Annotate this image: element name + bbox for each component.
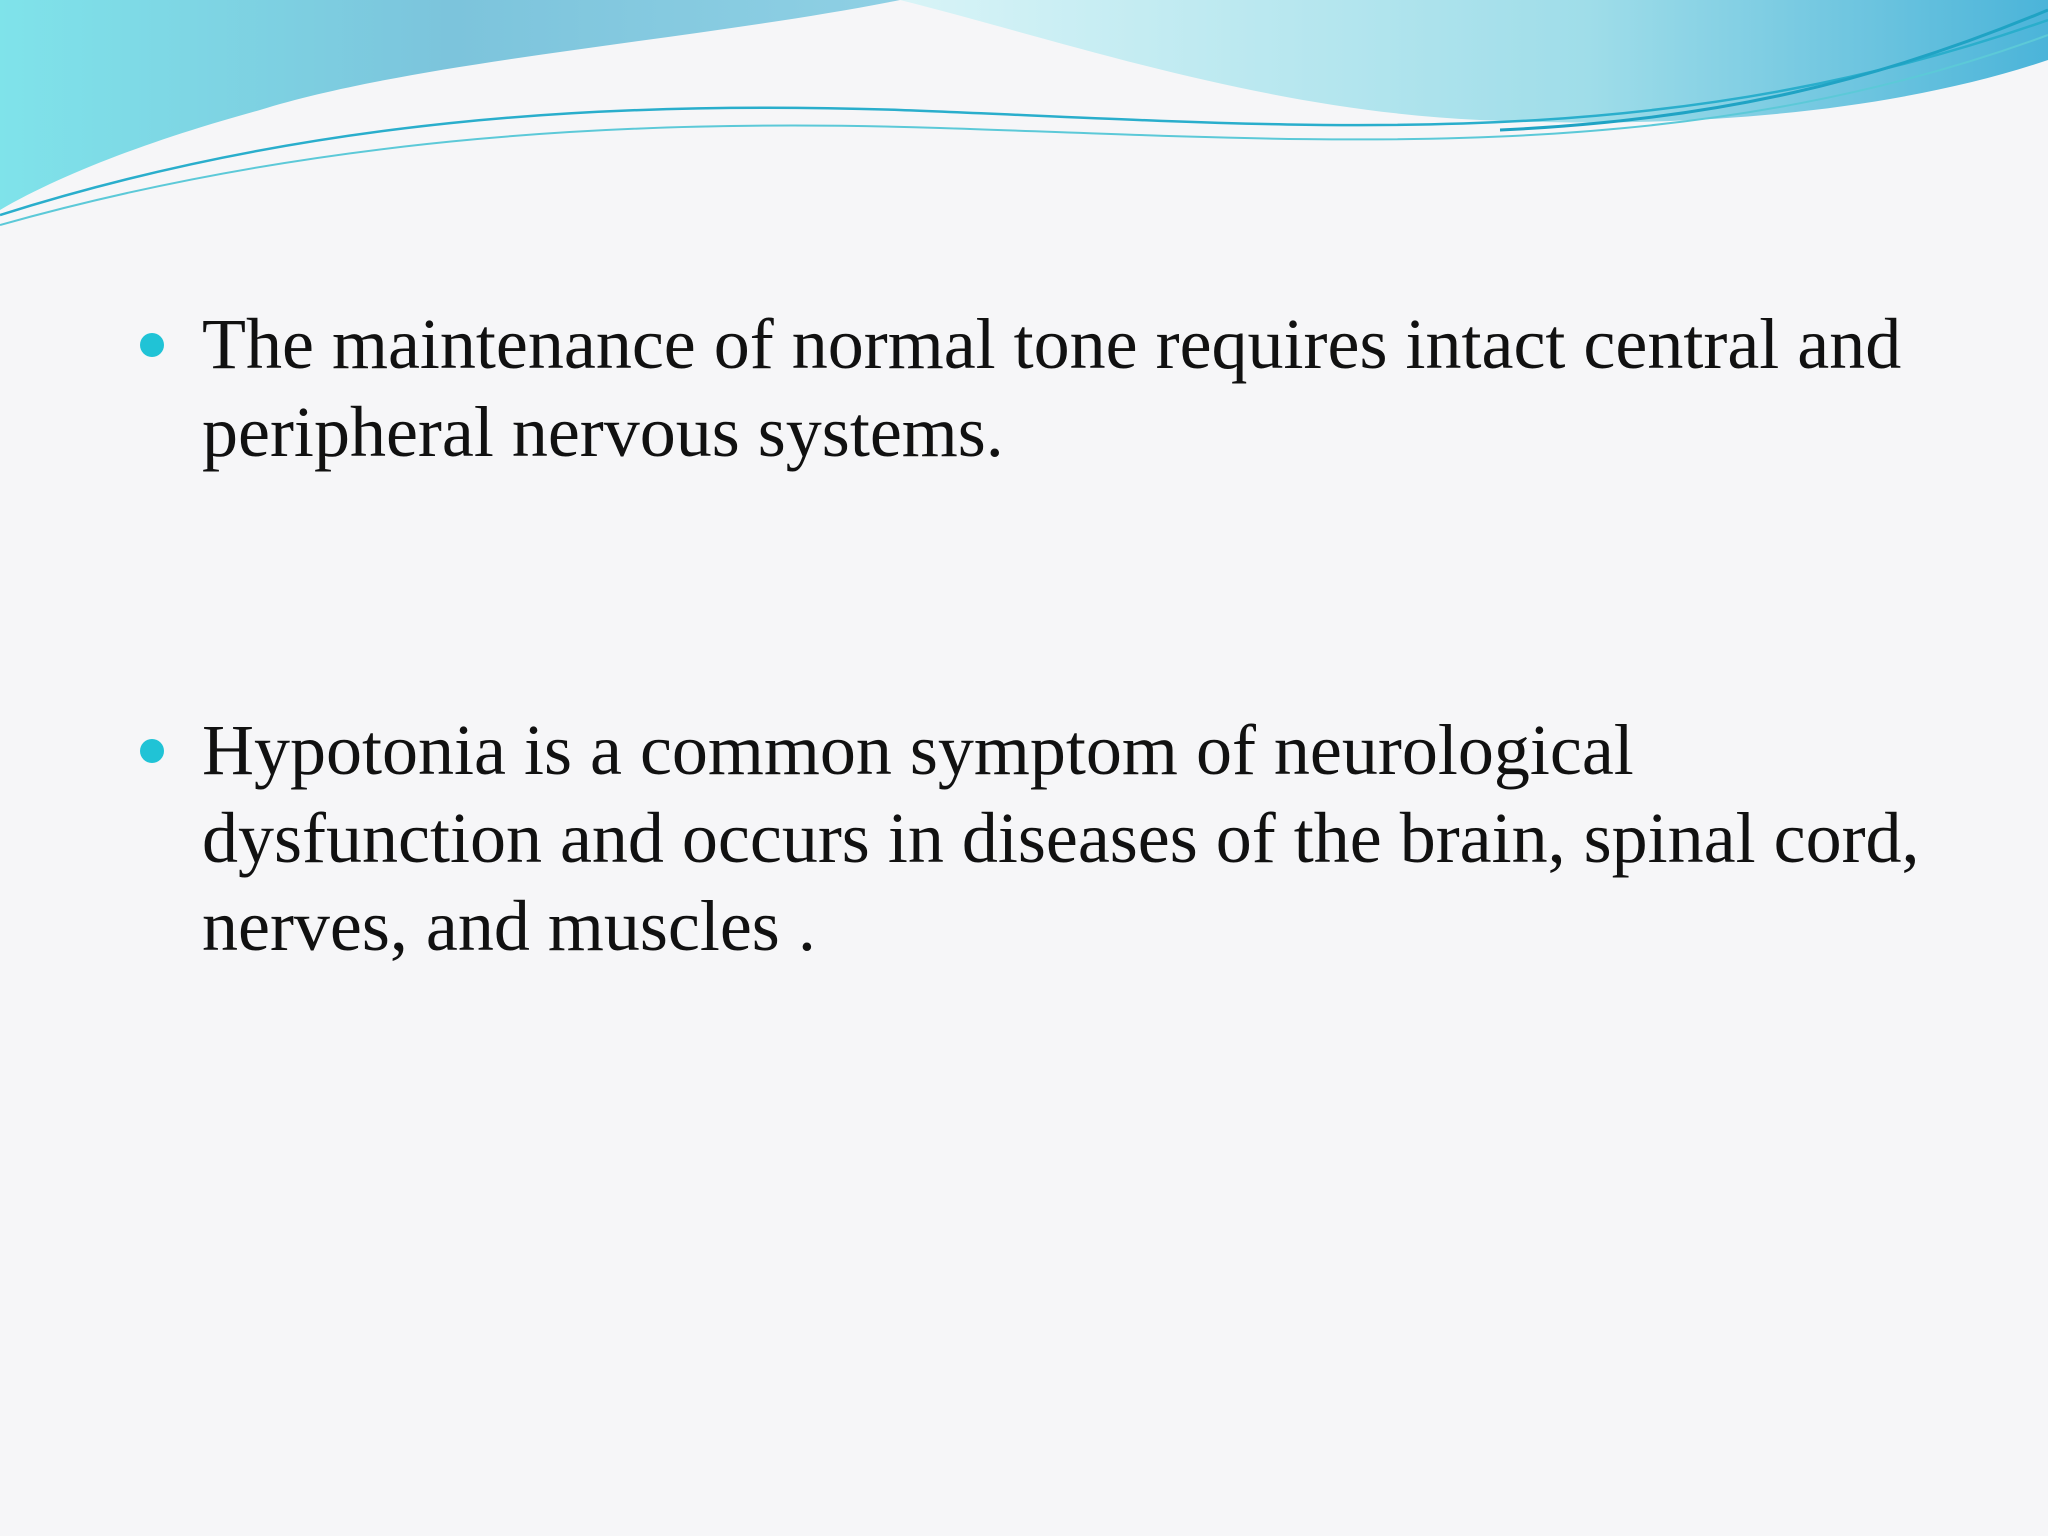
bullet-item <box>140 300 1940 476</box>
bullet-dot-icon <box>140 739 164 763</box>
header-wave-decoration <box>0 0 2048 240</box>
bullet-dot-icon <box>140 333 164 357</box>
wave-left <box>0 0 900 210</box>
bullet-list <box>140 300 1940 970</box>
wave-right <box>900 0 2048 123</box>
bullet-item <box>140 706 1940 970</box>
bullet-text: Hypotonia is a common symptom of neurological dysfunction and occurs in diseases of the brain, spinal cord, nerves, and muscles . <box>202 710 1920 966</box>
bullet-text: The maintenance of normal tone requires intact central and peripheral nervous systems. <box>202 304 1902 472</box>
